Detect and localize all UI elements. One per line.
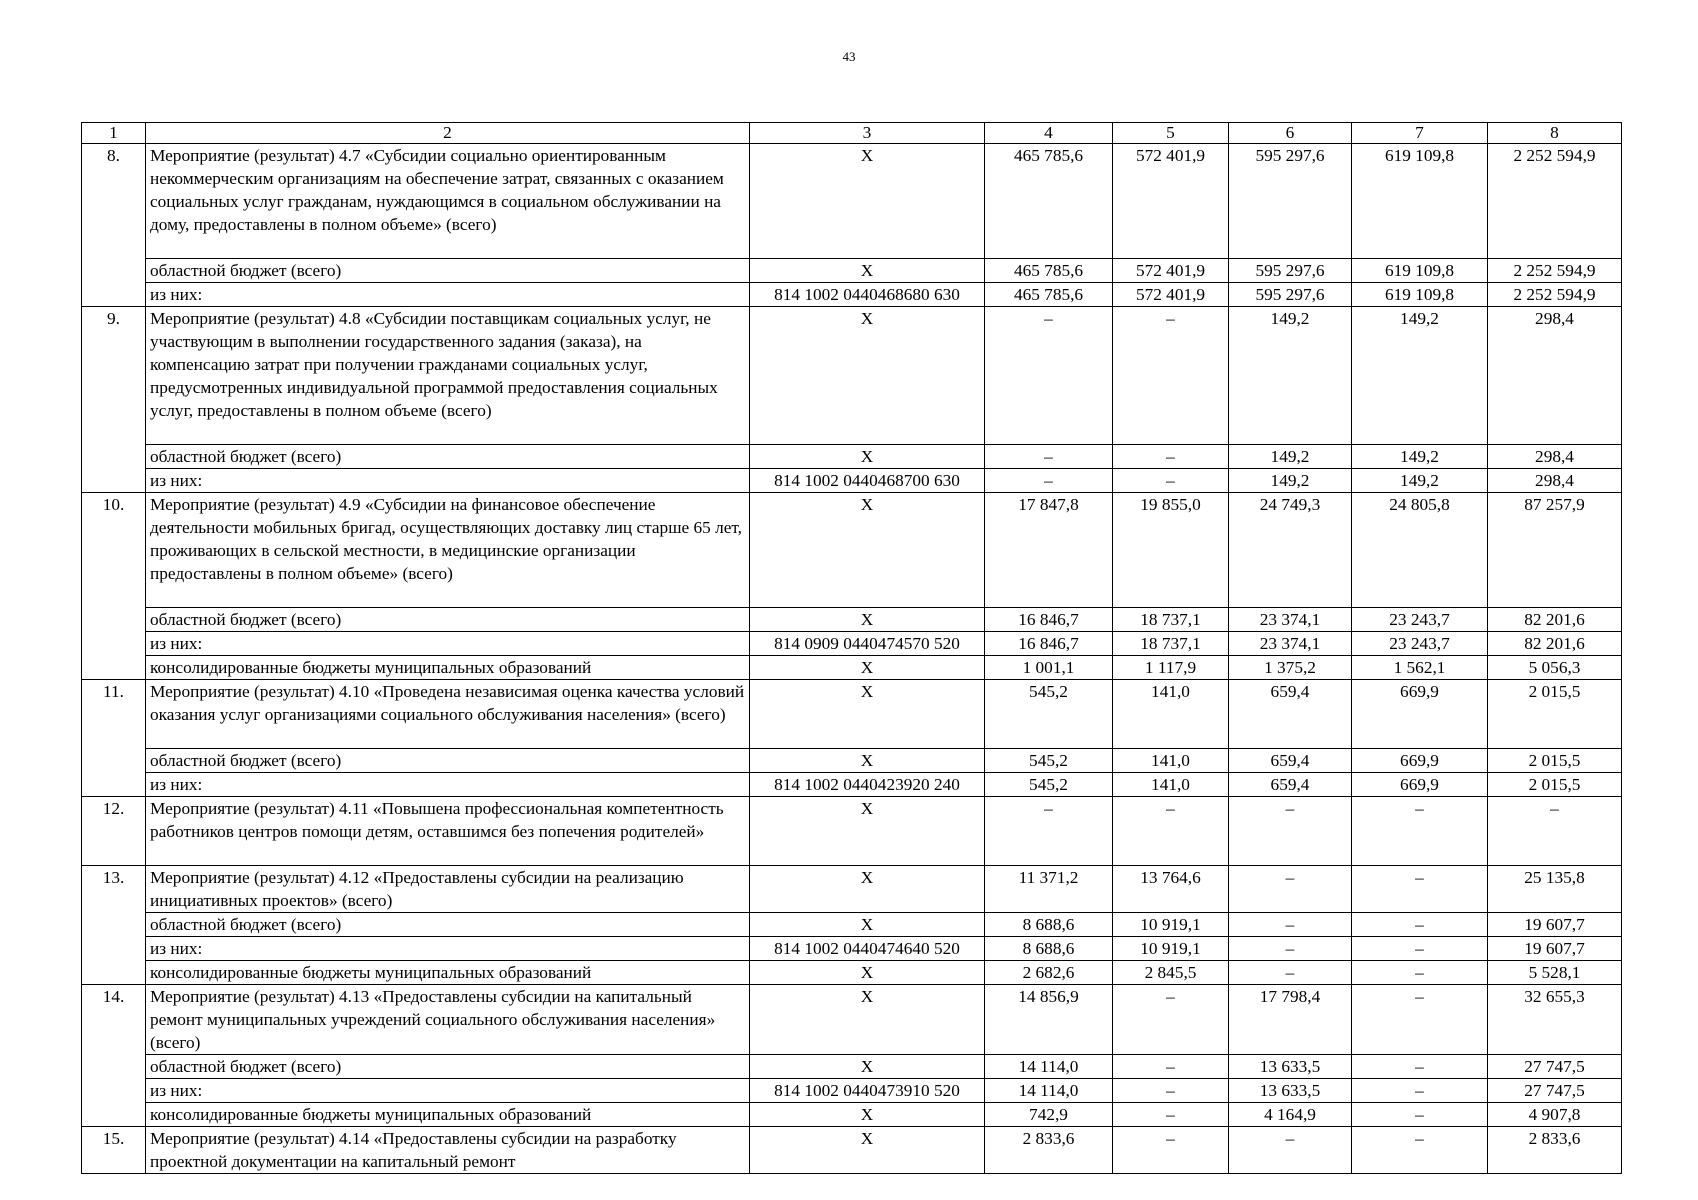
value-cell: – bbox=[1352, 1079, 1488, 1103]
value-cell: – bbox=[1229, 866, 1352, 913]
sub-row bbox=[82, 961, 1622, 985]
column-header: 2 bbox=[146, 123, 750, 144]
measure-row bbox=[82, 1127, 1622, 1174]
measure-row bbox=[82, 985, 1622, 1055]
row-number: 11. bbox=[82, 680, 146, 797]
sub-row bbox=[82, 632, 1622, 656]
description-cell: из них: bbox=[146, 469, 750, 493]
row-number: 8. bbox=[82, 144, 146, 307]
description-cell: Мероприятие (результат) 4.8 «Субсидии поставщикам социальных услуг, не участвующим в выполнении государственного задания (заказа), на компенсацию затрат при получении гражданами социальных услуг, предусмотренных индивидуальной программой предоставления социальных услуг, предоставлены в полном объеме (всего) bbox=[146, 307, 750, 445]
description-cell: Мероприятие (результат) 4.7 «Субсидии социально ориентированным некоммерческим организациям на обеспечение затрат, связанных с оказанием социальных услуг гражданам, нуждающимся в социальном обслуживании на дому, предоставлены в полном объеме» (всего) bbox=[146, 144, 750, 259]
value-cell: – bbox=[985, 445, 1113, 469]
sub-row bbox=[82, 259, 1622, 283]
sub-row bbox=[82, 749, 1622, 773]
budget-code-cell: Х bbox=[750, 961, 985, 985]
budget-code-cell: Х bbox=[750, 144, 985, 259]
value-cell: 4 164,9 bbox=[1229, 1103, 1352, 1127]
total-value-cell: 2 252 594,9 bbox=[1488, 144, 1622, 259]
description-cell: консолидированные бюджеты муниципальных образований bbox=[146, 656, 750, 680]
value-cell: 149,2 bbox=[1229, 307, 1352, 445]
description-cell: Мероприятие (результат) 4.13 «Предоставлены субсидии на капитальный ремонт муниципальных учреждений социального обслуживания населения» (всего) bbox=[146, 985, 750, 1055]
value-cell: 2 845,5 bbox=[1113, 961, 1229, 985]
total-value-cell: 4 907,8 bbox=[1488, 1103, 1622, 1127]
description-cell: областной бюджет (всего) bbox=[146, 1055, 750, 1079]
value-cell: 141,0 bbox=[1113, 773, 1229, 797]
budget-code-cell: Х bbox=[750, 259, 985, 283]
value-cell: 10 919,1 bbox=[1113, 913, 1229, 937]
value-cell: 10 919,1 bbox=[1113, 937, 1229, 961]
value-cell: 19 855,0 bbox=[1113, 493, 1229, 608]
value-cell: 14 856,9 bbox=[985, 985, 1113, 1055]
sub-row bbox=[82, 937, 1622, 961]
description-cell: из них: bbox=[146, 937, 750, 961]
value-cell: – bbox=[1113, 469, 1229, 493]
value-cell: 8 688,6 bbox=[985, 913, 1113, 937]
description-cell: Мероприятие (результат) 4.12 «Предоставлены субсидии на реализацию инициативных проектов» (всего) bbox=[146, 866, 750, 913]
value-cell: 13 633,5 bbox=[1229, 1079, 1352, 1103]
value-cell: 24 805,8 bbox=[1352, 493, 1488, 608]
column-header: 6 bbox=[1229, 123, 1352, 144]
value-cell: 545,2 bbox=[985, 773, 1113, 797]
value-cell: – bbox=[1229, 797, 1352, 866]
value-cell: 669,9 bbox=[1352, 773, 1488, 797]
total-value-cell: 27 747,5 bbox=[1488, 1079, 1622, 1103]
sub-row bbox=[82, 608, 1622, 632]
value-cell: – bbox=[1113, 1103, 1229, 1127]
value-cell: 149,2 bbox=[1352, 469, 1488, 493]
budget-code-cell: 814 1002 0440474640 520 bbox=[750, 937, 985, 961]
value-cell: – bbox=[1352, 1127, 1488, 1174]
description-cell: из них: bbox=[146, 283, 750, 307]
value-cell: 18 737,1 bbox=[1113, 608, 1229, 632]
measure-row bbox=[82, 680, 1622, 749]
value-cell: 1 001,1 bbox=[985, 656, 1113, 680]
value-cell: 23 374,1 bbox=[1229, 608, 1352, 632]
column-header: 4 bbox=[985, 123, 1113, 144]
measure-row bbox=[82, 866, 1622, 913]
value-cell: – bbox=[1352, 1055, 1488, 1079]
value-cell: – bbox=[1352, 961, 1488, 985]
column-header: 3 bbox=[750, 123, 985, 144]
description-cell: Мероприятие (результат) 4.14 «Предоставлены субсидии на разработку проектной документации на капитальный ремонт bbox=[146, 1127, 750, 1174]
value-cell: 669,9 bbox=[1352, 749, 1488, 773]
value-cell: 659,4 bbox=[1229, 773, 1352, 797]
value-cell: 572 401,9 bbox=[1113, 144, 1229, 259]
budget-code-cell: Х bbox=[750, 749, 985, 773]
budget-code-cell: Х bbox=[750, 680, 985, 749]
column-header: 7 bbox=[1352, 123, 1488, 144]
value-cell: – bbox=[1113, 307, 1229, 445]
total-value-cell: 25 135,8 bbox=[1488, 866, 1622, 913]
value-cell: – bbox=[1229, 961, 1352, 985]
total-value-cell: 19 607,7 bbox=[1488, 937, 1622, 961]
description-cell: областной бюджет (всего) bbox=[146, 608, 750, 632]
sub-row bbox=[82, 773, 1622, 797]
total-value-cell: 2 252 594,9 bbox=[1488, 259, 1622, 283]
value-cell: 13 764,6 bbox=[1113, 866, 1229, 913]
budget-table bbox=[81, 122, 1622, 1174]
value-cell: – bbox=[1352, 797, 1488, 866]
row-number: 9. bbox=[82, 307, 146, 493]
value-cell: 465 785,6 bbox=[985, 144, 1113, 259]
budget-code-cell: Х bbox=[750, 866, 985, 913]
value-cell: 742,9 bbox=[985, 1103, 1113, 1127]
total-value-cell: 27 747,5 bbox=[1488, 1055, 1622, 1079]
value-cell: 465 785,6 bbox=[985, 259, 1113, 283]
budget-code-cell: 814 1002 0440473910 520 bbox=[750, 1079, 985, 1103]
description-cell: областной бюджет (всего) bbox=[146, 445, 750, 469]
value-cell: – bbox=[1352, 985, 1488, 1055]
description-cell: областной бюджет (всего) bbox=[146, 749, 750, 773]
value-cell: 14 114,0 bbox=[985, 1055, 1113, 1079]
value-cell: 17 798,4 bbox=[1229, 985, 1352, 1055]
measure-row bbox=[82, 307, 1622, 445]
value-cell: 149,2 bbox=[1352, 445, 1488, 469]
total-value-cell: 2 015,5 bbox=[1488, 773, 1622, 797]
column-number-row bbox=[82, 123, 1622, 144]
value-cell: – bbox=[1113, 1127, 1229, 1174]
value-cell: 23 374,1 bbox=[1229, 632, 1352, 656]
sub-row bbox=[82, 283, 1622, 307]
value-cell: 2 682,6 bbox=[985, 961, 1113, 985]
budget-code-cell: Х bbox=[750, 985, 985, 1055]
value-cell: 149,2 bbox=[1229, 469, 1352, 493]
measure-row bbox=[82, 797, 1622, 866]
value-cell: 2 833,6 bbox=[985, 1127, 1113, 1174]
description-cell: Мероприятие (результат) 4.11 «Повышена профессиональная компетентность работников центров помощи детям, оставшимся без попечения родителей» bbox=[146, 797, 750, 866]
value-cell: 465 785,6 bbox=[985, 283, 1113, 307]
total-value-cell: 298,4 bbox=[1488, 469, 1622, 493]
total-value-cell: 2 015,5 bbox=[1488, 680, 1622, 749]
description-cell: областной бюджет (всего) bbox=[146, 259, 750, 283]
value-cell: 11 371,2 bbox=[985, 866, 1113, 913]
value-cell: 149,2 bbox=[1352, 307, 1488, 445]
budget-code-cell: Х bbox=[750, 913, 985, 937]
value-cell: – bbox=[1113, 985, 1229, 1055]
sub-row bbox=[82, 656, 1622, 680]
value-cell: 545,2 bbox=[985, 749, 1113, 773]
budget-code-cell: 814 1002 0440468700 630 bbox=[750, 469, 985, 493]
value-cell: 23 243,7 bbox=[1352, 608, 1488, 632]
row-number: 14. bbox=[82, 985, 146, 1127]
budget-code-cell: Х bbox=[750, 608, 985, 632]
value-cell: – bbox=[1229, 937, 1352, 961]
value-cell: 16 846,7 bbox=[985, 632, 1113, 656]
value-cell: 659,4 bbox=[1229, 680, 1352, 749]
value-cell: 149,2 bbox=[1229, 445, 1352, 469]
sub-row bbox=[82, 469, 1622, 493]
value-cell: 572 401,9 bbox=[1113, 259, 1229, 283]
value-cell: 141,0 bbox=[1113, 680, 1229, 749]
sub-row bbox=[82, 913, 1622, 937]
value-cell: 572 401,9 bbox=[1113, 283, 1229, 307]
value-cell: 23 243,7 bbox=[1352, 632, 1488, 656]
budget-code-cell: Х bbox=[750, 656, 985, 680]
budget-code-cell: Х bbox=[750, 1055, 985, 1079]
value-cell: – bbox=[1113, 797, 1229, 866]
value-cell: – bbox=[985, 469, 1113, 493]
value-cell: 619 109,8 bbox=[1352, 144, 1488, 259]
value-cell: 13 633,5 bbox=[1229, 1055, 1352, 1079]
total-value-cell: 5 056,3 bbox=[1488, 656, 1622, 680]
value-cell: 595 297,6 bbox=[1229, 144, 1352, 259]
value-cell: – bbox=[1113, 1055, 1229, 1079]
description-cell: Мероприятие (результат) 4.10 «Проведена независимая оценка качества условий оказания услуг организациями социального обслуживания населения» (всего) bbox=[146, 680, 750, 749]
page-number: 43 bbox=[842, 49, 856, 64]
total-value-cell: 2 833,6 bbox=[1488, 1127, 1622, 1174]
value-cell: 24 749,3 bbox=[1229, 493, 1352, 608]
value-cell: – bbox=[985, 307, 1113, 445]
measure-row bbox=[82, 493, 1622, 608]
total-value-cell: 87 257,9 bbox=[1488, 493, 1622, 608]
value-cell: – bbox=[985, 797, 1113, 866]
value-cell: 18 737,1 bbox=[1113, 632, 1229, 656]
budget-code-cell: Х bbox=[750, 1127, 985, 1174]
budget-code-cell: Х bbox=[750, 307, 985, 445]
value-cell: – bbox=[1352, 937, 1488, 961]
value-cell: 619 109,8 bbox=[1352, 283, 1488, 307]
total-value-cell: 2 015,5 bbox=[1488, 749, 1622, 773]
total-value-cell: 5 528,1 bbox=[1488, 961, 1622, 985]
description-cell: областной бюджет (всего) bbox=[146, 913, 750, 937]
sub-row bbox=[82, 1103, 1622, 1127]
row-number: 12. bbox=[82, 797, 146, 866]
description-cell: из них: bbox=[146, 773, 750, 797]
total-value-cell: 298,4 bbox=[1488, 307, 1622, 445]
value-cell: 595 297,6 bbox=[1229, 283, 1352, 307]
value-cell: 595 297,6 bbox=[1229, 259, 1352, 283]
value-cell: 141,0 bbox=[1113, 749, 1229, 773]
total-value-cell: 82 201,6 bbox=[1488, 608, 1622, 632]
value-cell: 669,9 bbox=[1352, 680, 1488, 749]
value-cell: 1 117,9 bbox=[1113, 656, 1229, 680]
column-header: 5 bbox=[1113, 123, 1229, 144]
total-value-cell: 298,4 bbox=[1488, 445, 1622, 469]
row-number: 13. bbox=[82, 866, 146, 985]
sub-row bbox=[82, 1079, 1622, 1103]
total-value-cell: 82 201,6 bbox=[1488, 632, 1622, 656]
total-value-cell: – bbox=[1488, 797, 1622, 866]
total-value-cell: 32 655,3 bbox=[1488, 985, 1622, 1055]
value-cell: 545,2 bbox=[985, 680, 1113, 749]
value-cell: 619 109,8 bbox=[1352, 259, 1488, 283]
value-cell: – bbox=[1352, 1103, 1488, 1127]
budget-code-cell: 814 1002 0440423920 240 bbox=[750, 773, 985, 797]
budget-code-cell: 814 0909 0440474570 520 bbox=[750, 632, 985, 656]
sub-row bbox=[82, 445, 1622, 469]
value-cell: 659,4 bbox=[1229, 749, 1352, 773]
budget-code-cell: Х bbox=[750, 445, 985, 469]
description-cell: консолидированные бюджеты муниципальных образований bbox=[146, 961, 750, 985]
description-cell: Мероприятие (результат) 4.9 «Субсидии на финансовое обеспечение деятельности мобильных бригад, осуществляющих доставку лиц старше 65 лет, проживающих в сельской местности, в медицинские организации предоставлены в полном объеме» (всего) bbox=[146, 493, 750, 608]
total-value-cell: 2 252 594,9 bbox=[1488, 283, 1622, 307]
value-cell: 14 114,0 bbox=[985, 1079, 1113, 1103]
value-cell: – bbox=[1229, 913, 1352, 937]
value-cell: – bbox=[1113, 445, 1229, 469]
budget-code-cell: Х bbox=[750, 797, 985, 866]
column-header: 1 bbox=[82, 123, 146, 144]
total-value-cell: 19 607,7 bbox=[1488, 913, 1622, 937]
value-cell: 1 562,1 bbox=[1352, 656, 1488, 680]
budget-code-cell: Х bbox=[750, 1103, 985, 1127]
value-cell: – bbox=[1352, 913, 1488, 937]
row-number: 15. bbox=[82, 1127, 146, 1174]
description-cell: консолидированные бюджеты муниципальных образований bbox=[146, 1103, 750, 1127]
value-cell: 1 375,2 bbox=[1229, 656, 1352, 680]
value-cell: – bbox=[1229, 1127, 1352, 1174]
budget-code-cell: 814 1002 0440468680 630 bbox=[750, 283, 985, 307]
column-header: 8 bbox=[1488, 123, 1622, 144]
value-cell: 8 688,6 bbox=[985, 937, 1113, 961]
description-cell: из них: bbox=[146, 632, 750, 656]
measure-row bbox=[82, 144, 1622, 259]
row-number: 10. bbox=[82, 493, 146, 680]
budget-code-cell: Х bbox=[750, 493, 985, 608]
value-cell: 16 846,7 bbox=[985, 608, 1113, 632]
sub-row bbox=[82, 1055, 1622, 1079]
value-cell: 17 847,8 bbox=[985, 493, 1113, 608]
value-cell: – bbox=[1113, 1079, 1229, 1103]
description-cell: из них: bbox=[146, 1079, 750, 1103]
value-cell: – bbox=[1352, 866, 1488, 913]
